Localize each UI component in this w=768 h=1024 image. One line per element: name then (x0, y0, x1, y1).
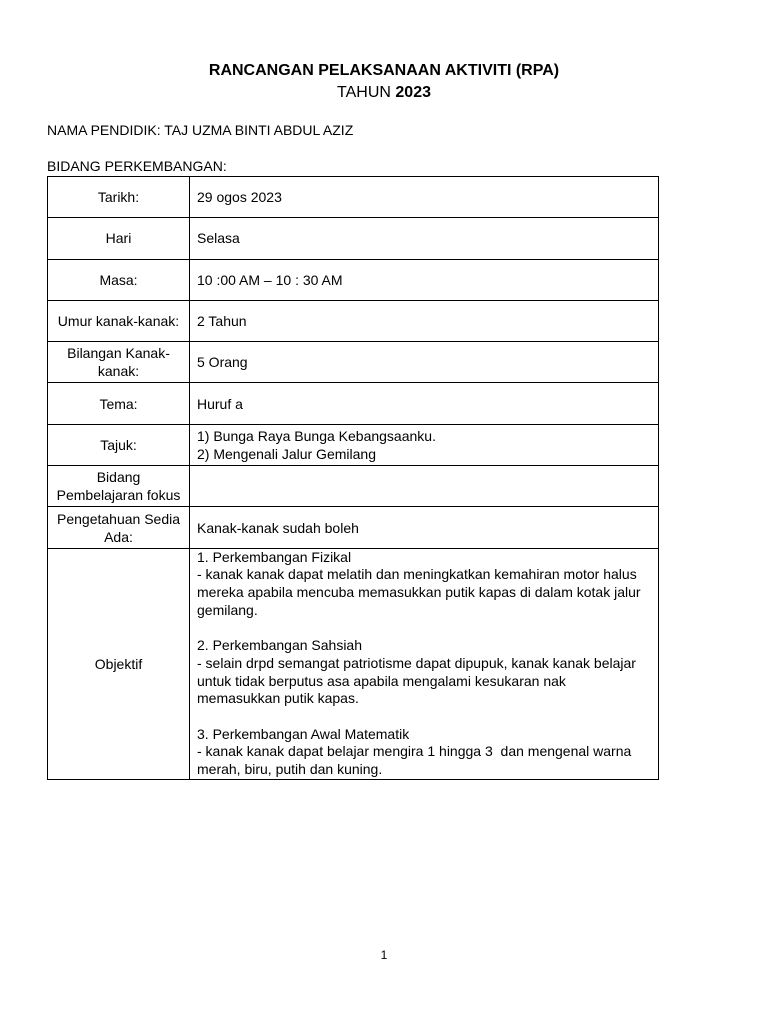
row-label (48, 342, 190, 383)
row-label-line: Hari (105, 230, 132, 247)
row-value-line: - kanak kanak dapat melatih dan meningkatkan kemahiran motor halus (197, 566, 637, 583)
row-value (190, 383, 659, 424)
activity-plan-table (47, 176, 659, 780)
row-label-line: kanak: (97, 363, 140, 380)
row-label-line: Tema: (99, 395, 138, 412)
objective-row (48, 548, 659, 779)
row-label (48, 466, 190, 507)
row-value-line: 29 ogos 2023 (197, 189, 282, 206)
row-value-line: 1) Bunga Raya Bunga Kebangsaanku. (197, 427, 436, 444)
row-value (190, 424, 659, 465)
row-label-line: Bidang (96, 469, 141, 486)
theme-row (48, 383, 659, 424)
row-value (190, 300, 659, 341)
row-value-line: memasukkan putik kapas. (197, 690, 359, 707)
row-value-line: gemilang. (197, 601, 258, 618)
row-value-line: 3. Perkembangan Awal Matematik (197, 725, 410, 742)
row-value-line: untuk tidak berputus asa apabila mengalami kesukaran nak (197, 672, 566, 689)
row-value (190, 548, 659, 779)
row-value-line: 5 Orang (197, 354, 248, 371)
row-value-line: mereka apabila mencuba memasukkan putik kapas di dalam kotak jalur (197, 584, 641, 601)
row-value (190, 259, 659, 300)
row-value-line: 10 :00 AM – 10 : 30 AM (197, 271, 343, 288)
row-value-line (197, 619, 652, 637)
row-label (48, 507, 190, 548)
row-value-line: Selasa (197, 230, 240, 247)
document-year (0, 83, 768, 103)
row-value (190, 342, 659, 383)
row-label-line: Objektif (94, 655, 143, 672)
row-label (48, 259, 190, 300)
row-label-line: Pembelajaran fokus (56, 487, 181, 504)
row-value-line: Huruf a (197, 395, 243, 412)
document-title: RANCANGAN PELAKSANAAN AKTIVITI (RPA) (208, 62, 560, 79)
development-area-label: BIDANG PERKEMBANGAN: (47, 158, 227, 174)
row-label (48, 548, 190, 779)
row-label (48, 424, 190, 465)
row-label-line: Tarikh: (97, 189, 140, 206)
row-value-line: - selain drpd semangat patriotisme dapat dipupuk, kanak kanak belajar (197, 654, 636, 671)
row-label (48, 300, 190, 341)
row-label (48, 177, 190, 218)
row-value-line: Kanak-kanak sudah boleh (197, 519, 359, 536)
row-label-line: Bilangan Kanak- (67, 345, 170, 362)
row-value-line: 2) Mengenali Jalur Gemilang (197, 445, 376, 462)
topic-row (48, 424, 659, 465)
children-count-row (48, 342, 659, 383)
year-value: 2023 (395, 84, 431, 101)
row-label-line: Pengetahuan Sedia (57, 510, 180, 527)
day-row (48, 218, 659, 259)
age-row (48, 300, 659, 341)
page-number: 1 (380, 948, 388, 962)
row-value-line (197, 708, 652, 726)
row-label (48, 383, 190, 424)
focus-area-row (48, 466, 659, 507)
date-row (48, 177, 659, 218)
row-value (190, 177, 659, 218)
row-value-line: merah, biru, putih dan kuning. (197, 761, 383, 778)
row-value-line: 2. Perkembangan Sahsiah (197, 637, 362, 654)
year-label: TAHUN (337, 84, 391, 101)
row-label (48, 218, 190, 259)
row-label-line: Masa: (99, 271, 138, 288)
activity-plan-table-body (48, 177, 659, 780)
row-value (190, 507, 659, 548)
row-label-line: Tajuk: (100, 436, 137, 453)
row-value-line: 1. Perkembangan Fizikal (197, 548, 352, 565)
row-value-line: 2 Tahun (197, 313, 247, 330)
educator-name: NAMA PENDIDIK: TAJ UZMA BINTI ABDUL AZIZ (47, 122, 354, 138)
row-value-line: - kanak kanak dapat belajar mengira 1 hingga 3 dan mengenal warna (197, 743, 632, 760)
row-value (190, 218, 659, 259)
time-row (48, 259, 659, 300)
prior-knowledge-row (48, 507, 659, 548)
row-value (190, 466, 659, 507)
row-label-line: Umur kanak-kanak: (57, 313, 180, 330)
row-label-line: Ada: (104, 528, 133, 545)
